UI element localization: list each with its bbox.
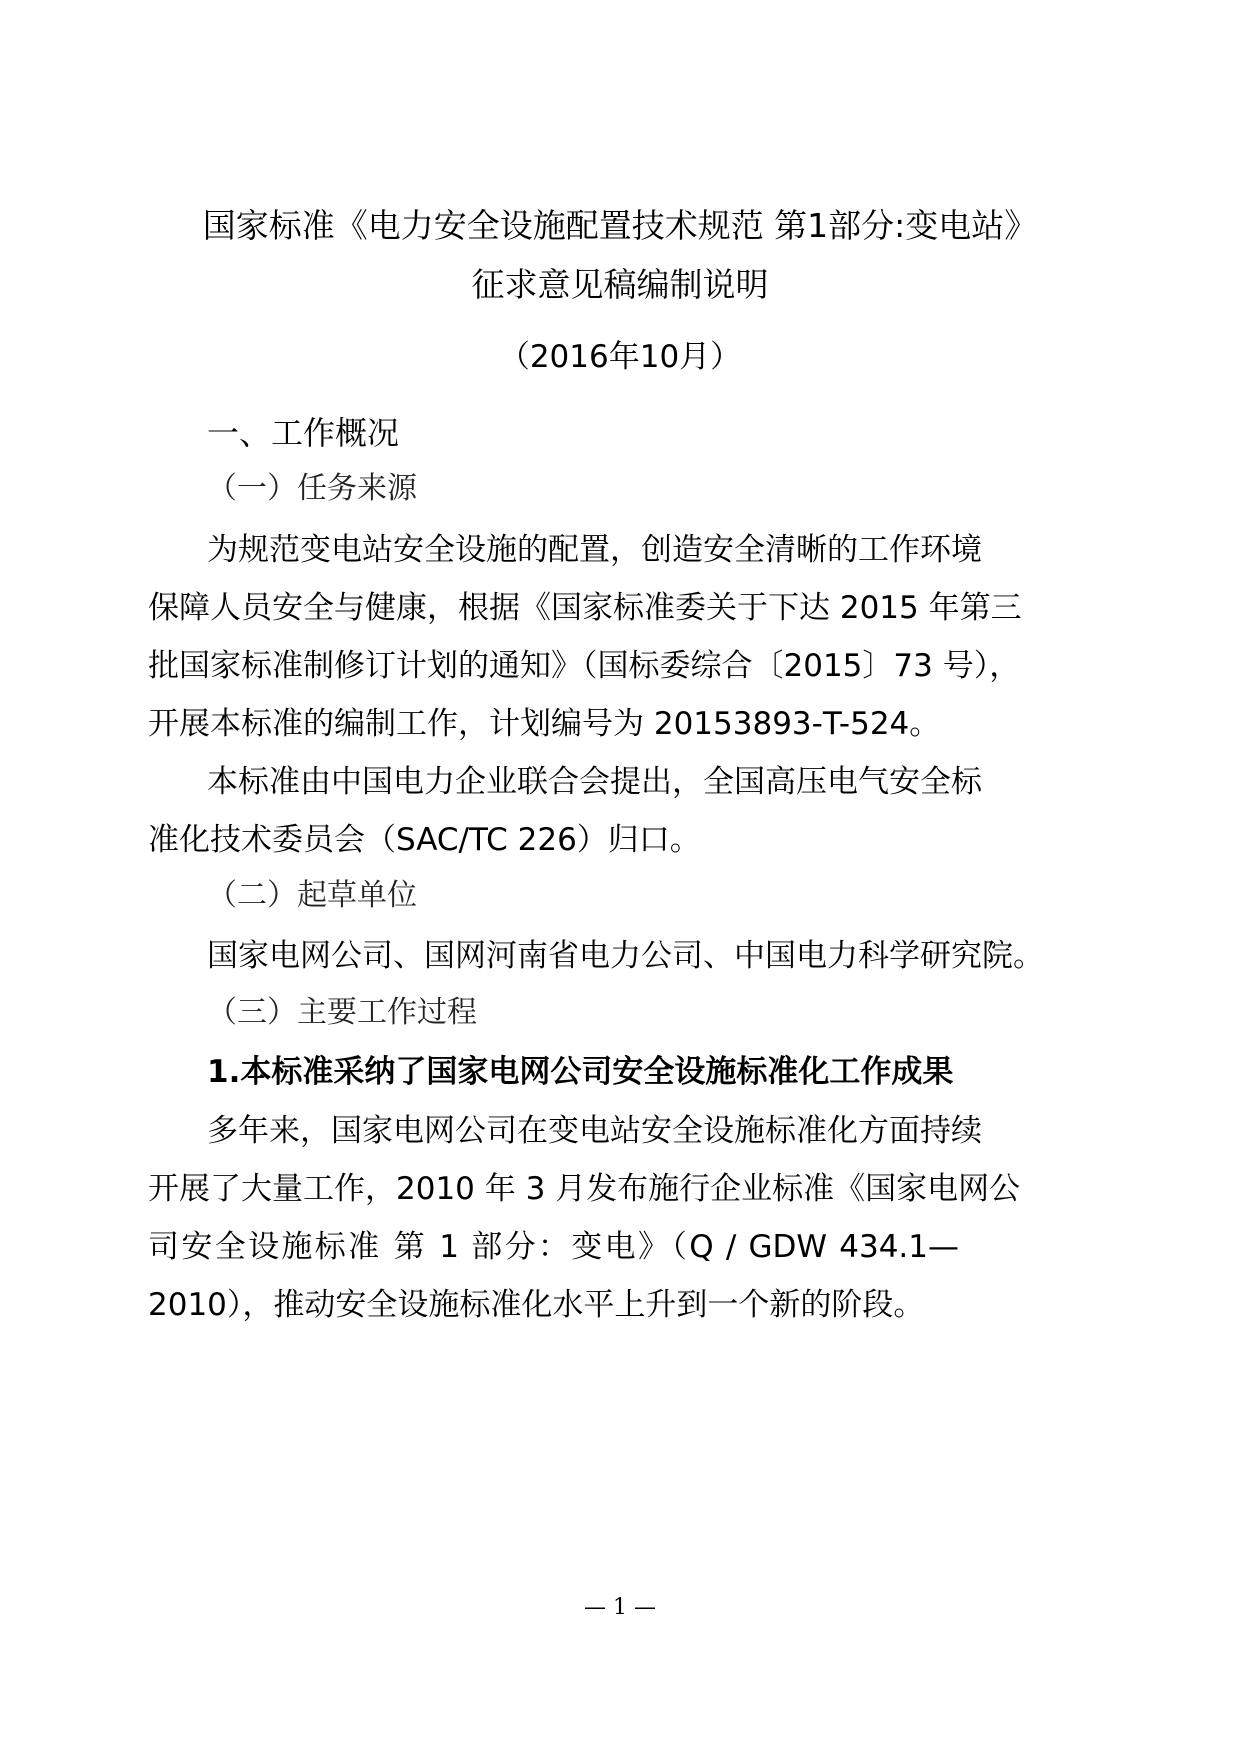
paragraph-2-line-2: 准化技术委员会（SAC/TC 226）归口。 <box>148 822 701 858</box>
document-title-line-1: 国家标准《电力安全设施配置技术规范 第1部分:变电站》 <box>202 206 1038 245</box>
paragraph-1-line-2: 保障人员安全与健康，根据《国家标准委关于下达 2015 年第三 <box>148 590 1022 626</box>
paragraph-2-line-1: 本标准由中国电力企业联合会提出，全国高压电气安全标 <box>207 764 982 800</box>
subsection-heading-drafting-units: （二）起草单位 <box>207 878 417 913</box>
paragraph-1-line-3: 批国家标准制修订计划的通知》（国标委综合〔2015〕73 号）， <box>148 648 1021 684</box>
subsection-heading-work-process: （三）主要工作过程 <box>207 995 477 1030</box>
document-date: （2016年10月） <box>498 339 742 375</box>
document-title-line-2: 征求意见稿编制说明 <box>471 265 769 304</box>
paragraph-4-line-1: 多年来，国家电网公司在变电站安全设施标准化方面持续 <box>207 1113 982 1149</box>
page-number: — 1 — <box>584 1595 656 1620</box>
section-heading-work-overview: 一、工作概况 <box>207 414 400 452</box>
paragraph-1-line-4: 开展本标准的编制工作，计划编号为 20153893-T-524。 <box>148 706 941 742</box>
subsection-heading-task-source: （一）任务来源 <box>207 471 417 506</box>
item-1-heading: 1.本标准采纳了国家电网公司安全设施标准化工作成果 <box>207 1054 954 1090</box>
paragraph-4-line-4: 2010），推动安全设施标准化水平上升到一个新的阶段。 <box>148 1287 925 1323</box>
paragraph-4-line-2: 开展了大量工作，2010 年 3 月发布施行企业标准《国家电网公 <box>148 1171 1021 1207</box>
paragraph-1-line-1: 为规范变电站安全设施的配置，创造安全清晰的工作环境 <box>207 532 982 568</box>
paragraph-drafting-units: 国家电网公司、国网河南省电力公司、中国电力科学研究院。 <box>207 938 1044 974</box>
paragraph-4-line-3: 司安全设施标准 第 1 部分：变电》（Q / GDW 434.1— <box>148 1229 959 1265</box>
